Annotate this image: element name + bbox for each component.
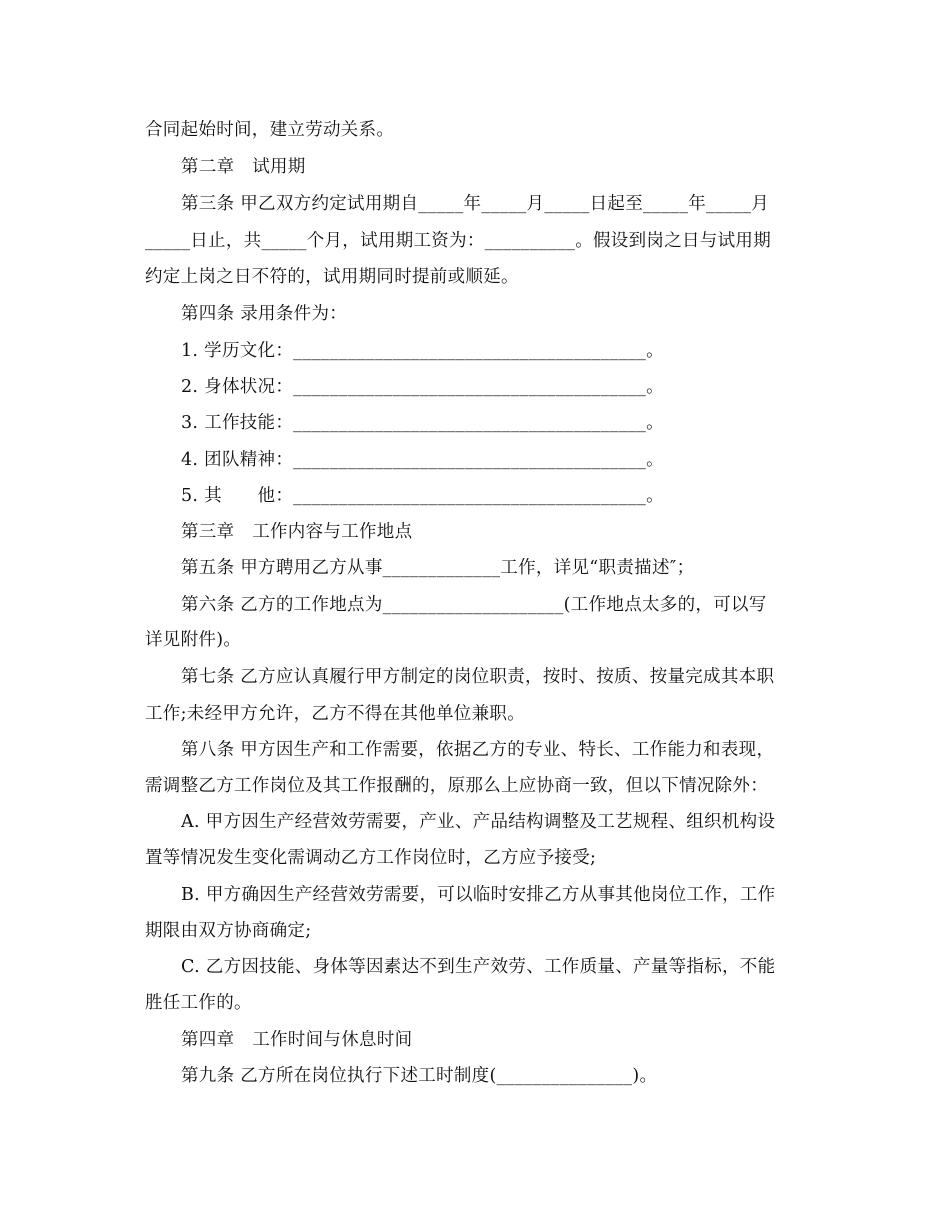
list-item: 4. 团队精神：_______________________________________。: [181, 450, 664, 470]
list-item: 2. 身体状况：_______________________________________。: [181, 377, 664, 397]
list-item: A. 甲方因生产经营效劳需要，产业、产品结构调整及工艺规程、组织机构设: [181, 812, 776, 832]
text-line: 合同起始时间，建立劳动关系。: [145, 120, 395, 140]
list-item: 5. 其 他：_______________________________________。: [181, 486, 664, 506]
article-line: 第七条 乙方应认真履行甲方制定的岗位职责，按时、按质、按量完成其本职: [181, 667, 775, 687]
list-item: 3. 工作技能：_______________________________________。: [181, 413, 664, 433]
article-line: 第四条 录用条件为：: [181, 304, 348, 324]
article-line: 第五条 甲方聘用乙方从事_____________工作，详见“职责描述″；: [181, 558, 695, 578]
list-item: 1. 学历文化：_______________________________________。: [181, 341, 664, 361]
list-item: C. 乙方因技能、身体等因素达不到生产效劳、工作质量、产量等指标，不能: [181, 957, 776, 977]
list-item: B. 甲方确因生产经营效劳需要，可以临时安排乙方从事其他岗位工作，工作: [181, 885, 776, 905]
text-line: 详见附件)。: [145, 630, 242, 650]
text-line: 需调整乙方工作岗位及其工作报酬的，原那么上应协商一致，但以下情况除外：: [145, 776, 768, 796]
text-line: _____日止，共_____个月，试用期工资为：__________。假设到岗之日与试用期: [145, 231, 771, 251]
article-line: 第九条 乙方所在岗位执行下述工时制度(_______________)。: [181, 1066, 658, 1086]
chapter-heading: 第四章 工作时间与休息时间: [181, 1030, 413, 1050]
chapter-heading: 第二章 试用期: [181, 157, 306, 177]
chapter-heading: 第三章 工作内容与工作地点: [181, 522, 413, 542]
article-line: 第六条 乙方的工作地点为____________________(工作地点太多的，可以写: [181, 595, 767, 615]
article-line: 第三条 甲乙双方约定试用期自_____年_____月_____日起至_____年_____月: [181, 194, 770, 214]
text-line: 约定上岗之日不符的，试用期同时提前或顺延。: [145, 267, 519, 287]
article-line: 第八条 甲方因生产和工作需要，依据乙方的专业、特长、工作能力和表现，: [181, 740, 775, 760]
text-line: 期限由双方协商确定;: [145, 921, 312, 941]
text-line: 胜任工作的。: [145, 993, 252, 1013]
text-line: 工作;未经甲方允许，乙方不得在其他单位兼职。: [145, 704, 525, 724]
text-line: 置等情况发生变化需调动乙方工作岗位时，乙方应予接受;: [145, 848, 597, 868]
